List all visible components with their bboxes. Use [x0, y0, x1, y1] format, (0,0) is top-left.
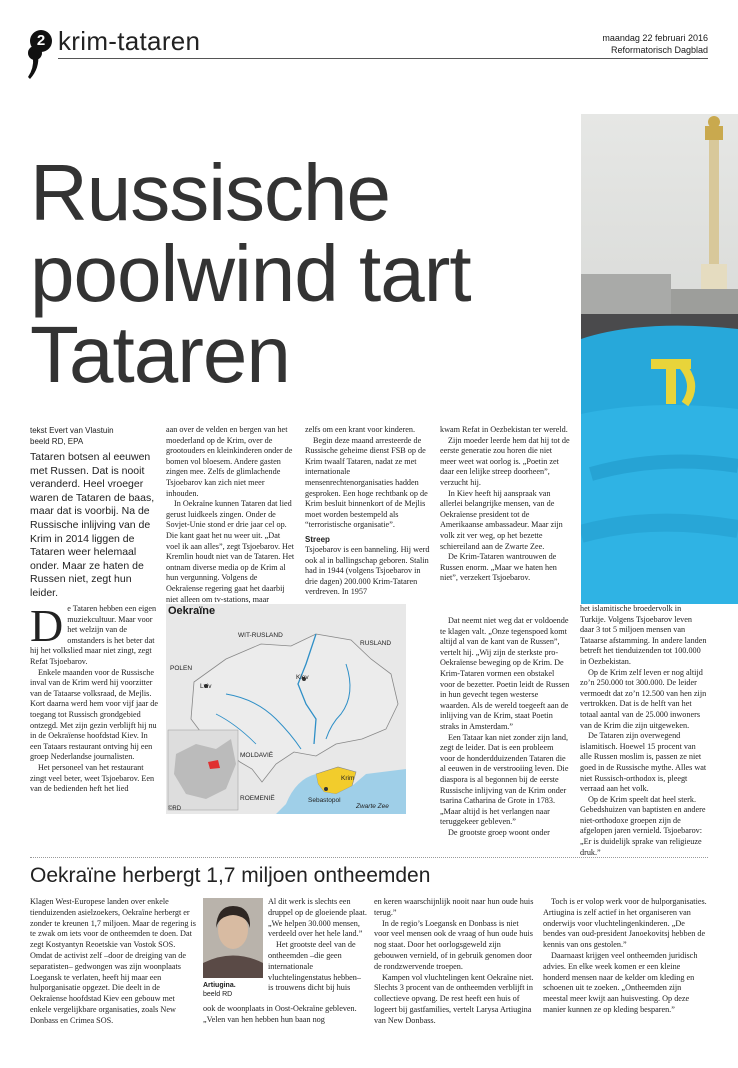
- header-rule: [58, 58, 708, 59]
- headline-line: poolwind tart: [30, 229, 471, 318]
- article-column-2: [166, 425, 296, 605]
- headline-line: Russische: [30, 148, 391, 237]
- paragraph: Het personeel van het restaurant zingt veel beter, weet Tsjoebarov. Een van de bedienden heft het lied: [30, 762, 155, 794]
- photo-caption: [203, 981, 236, 999]
- paragraph: Op de Krim speelt dat heel sterk. Gebedshuizen van baptisten en andere niet-orthodoxe groepen zijn de afgelopen jaren vernield. Tsjoebarov: „Er is duidelijk sprake van religieuze druk.”: [580, 794, 706, 857]
- paragraph: zelfs om een krant voor kinderen.: [305, 425, 416, 434]
- paragraph: De Krim-Tataren wantrouwen de Russen enorm. „Maar we haten hen niet”, verzekert Tsjoebarov.: [440, 552, 557, 583]
- article-column-3: [305, 425, 433, 598]
- paragraph: ook de woonplaats in Oost-Oekraïne gebleven. „Velen van hen hebben hun baan nog: [203, 1004, 357, 1024]
- paragraph: kwam Refat in Oezbekistan ter wereld.: [440, 425, 568, 434]
- article-column-5: [580, 604, 708, 858]
- paragraph: Enkele maanden voor de Russische inval van de Krim werd hij voorzitter van de Tataarse volksraad, de Mejlis. Kort daarna werd hem voor vijf jaar de toegang tot Russisch grondgebied ontzegd. Met zijn gezin verblijft hij nu in de Oekraïense hoofdstad Kiev. In een Tataars restaurant ontving hij een groep Nederlandse journalisten.: [30, 667, 158, 762]
- article2-column-3: [374, 897, 534, 1027]
- paragraph: aan over de velden en bergen van het moederland op de Krim, over de grootouders en kleinkinderen onder de bomen vol bloesem. Andere gasten zingen mee. Zelfs de glimlachende Tsjoebarov kan zich niet meer inhouden.: [166, 425, 293, 498]
- map-label: ROEMENIË: [240, 795, 275, 802]
- paragraph: De Tataren zijn overwegend islamitisch. Hoewel 15 procent van alle Russen moslim is, passen ze niet goed in de Russische mythe. Alles wat niet Russisch-orthodox is, pleegt verraad aan het volk.: [580, 731, 707, 794]
- intro-text: Tataren botsen al eeuwen met Russen. Dat is nooit veranderd. Heel vroeger waren de Tataren de baas, maar dat is voorbij. Na de Russische inlijving van de Krim in 2014 liggen de Tataren weer helemaal onder. Maar ze haten de Russen niet, zegt hun leider.: [30, 451, 155, 599]
- article2-column-2: [268, 897, 368, 994]
- headline: [30, 148, 590, 399]
- byline: [30, 425, 114, 447]
- article2-column-4: [543, 897, 708, 1016]
- paragraph: Al dit werk is slechts een druppel op de gloeiende plaat. „We helpen 30.000 mensen, verdeeld over het hele land.”: [268, 897, 367, 939]
- paragraph: Een Tataar kan niet zonder zijn land, zegt de leider. Dat is een probleem voor de honderdduizenden Tataren die al eeuwen in de verstrooiing leven. Die diaspora is al begonnen bij de eerste Russische inlijving van de Krim onder tsarina Catharina de Grote in 1783. „Maar altijd is het verlangen naar teruggekeer gebleven.”: [440, 732, 569, 827]
- caption-credit: beeld RD: [203, 991, 233, 998]
- paragraph: Tsjoebarov is een banneling. Hij werd ook al in ballingschap geboren. Stalin had in 1944 (volgens Tsjoebarov in drie dagen) 200.000 Krim-Tataren verdreven. In 1957: [305, 544, 430, 597]
- map-label: WIT-RUSLAND: [238, 632, 283, 639]
- paragraph: Zijn moeder leerde hem dat hij tot de eerste generatie zou horen die niet meer weet wat oorlog is. „Poetin zet daar een lelijke streep doorheen”, verzucht hij.: [440, 435, 570, 487]
- paragraph: Het grootste deel van de ontheemden –die geen internationale vluchtelingenstatus hebben– is trouwens dicht bij huis: [268, 940, 361, 993]
- date: maandag 22 februari 2016: [602, 33, 708, 43]
- article2-headline: Oekraïne herbergt 1,7 miljoen ontheemden: [30, 864, 431, 887]
- page-number: 2: [30, 30, 52, 52]
- byline-author: tekst Evert van Vlastuin: [30, 426, 114, 435]
- caption-name: Artiugina.: [203, 982, 236, 989]
- map-label: Sebastopol: [308, 797, 341, 804]
- map-title: Oekraïne: [168, 605, 216, 617]
- article-column-3b: [440, 616, 570, 838]
- paragraph: Klagen West-Europese landen over enkele tienduizenden asielzoekers, Oekraïne herbergt er zonder te kreunen 1,7 miljoen. Maar de regering is te zwak om iets voor de ontheemden te doen. Dat zegt Kostyantyn Reoetskie van Vostok SOS. Omdat de activist zelf –door de dreiging van de separatisten– gedwongen was zijn woonplaats Loegansk te verlaten, heeft hij maar een hulporganisatie opgezet. Die deelt in de Oekraïense hoofdstad Kiev een gebouw met enkele vergelijkbare organisaties, zoals New Donbass en Crimea SOS.: [30, 897, 196, 1025]
- paragraph: Daarnaast krijgen veel ontheemden juridisch advies. En elke week komen er een kleine honderd mensen naar de kelder om kleding en schoenen uit te zoeken. „Ontheemden zijn meestal meer kwijt aan huisvesting. Op deze manier kunnen ze op kleding besparen.”: [543, 950, 698, 1014]
- section-title: krim-tataren: [58, 26, 201, 56]
- paragraph: Kampen vol vluchtelingen kent Oekraïne niet. Slechts 3 procent van de ontheemden verblijft in collectieve opvang. De rest heeft een huis of logeert bij gastfamilies, vertelt Larysa Artiugina van New Donbass.: [374, 972, 534, 1025]
- paragraph: het islamitische broedervolk in Turkije. Volgens Tsjoebarov leven daar 3 tot 5 miljoen mensen van Tataarse afstamming. In andere landen betreft het tienduizenden tot 100.000 in Oezbekistan.: [580, 604, 707, 666]
- section-divider: [30, 857, 708, 858]
- map-label: RUSLAND: [360, 640, 392, 647]
- ukraine-map: [166, 604, 406, 814]
- paragraph: Op de Krim zelf leven er nog altijd zo’n 250.000 tot 300.000. De leider vermoedt dat zo’n 12.500 van hen zijn vertrokken. Dat is de helft van het totaal aantal van de 25.000 inwoners van de Krim die zijn uitgeweken.: [580, 667, 707, 730]
- portrait-photo: [203, 898, 263, 978]
- map-label: Krim: [341, 775, 355, 782]
- paragraph: In de regio’s Loegansk en Donbass is niet voor veel mensen ook de vraag of hun oude huis nog staat. Door het oorlogsgeweld zijn gebouwen vernield, of in gebruik genomen door de rondzwervende troepen.: [374, 918, 533, 971]
- dateline: [602, 32, 708, 56]
- paragraph: Dat neemt niet weg dat er voldoende te klagen valt. „Onze tegenspoed komt altijd al van de kant van de Russen”, vertelt hij. „Wij zijn de sterkste pro-Oekraïense beweging op de Krim. De Krim-Tataren vormen een obstakel voor de bezetter. Poetin leidt de Russen in hun gevecht tegen westerse waarden. Als de wereld toegeeft aan de inlijving van de Krim, staat Poetin straks in Amsterdam.”: [440, 616, 570, 731]
- paragraph: In Oekraïne kunnen Tataren dat lied gerust luidkeels zingen. Onder de Sovjet-Unie stond er drie jaar cel op. Die kant gaat het nu weer uit. „Dat voel ik aan alles”, zegt Tsjoebarov. Het Kremlin houdt niet van de Tataren. Het ontnam diverse media op de Krim al hun vergunning. Volgens de Oekraïense regering gaat het daarbij niet alleen om tv-stations, maar: [166, 499, 295, 604]
- headline-line: Tataren: [30, 310, 290, 399]
- article-column-4: [440, 425, 570, 584]
- map-label: POLEN: [170, 665, 193, 672]
- comma-logo-icon: [28, 46, 42, 80]
- paragraph: en keren waarschijnlijk nooit naar hun oude huis terug.”: [374, 897, 534, 917]
- paragraph: Toch is er volop werk voor de hulporganisaties. Artiugina is zelf actief in het organiseren van onderwijs voor vluchtelingenkinderen. „De bendes van oud-president Janoekovitsj hebben de kennis van ons gestolen.”: [543, 897, 707, 950]
- paragraph: De grootste groep woont onder: [448, 827, 550, 837]
- map-credit: ©RD: [168, 806, 182, 812]
- main-photo: [581, 114, 738, 604]
- paragraph: In Kiev heeft hij aanspraak van allerlei belangrijke mensen, van de Oekraïense president tot de Amerikaanse ambassadeur. Maar zijn volk zit ver weg, op het bezette schiereiland aan de Zwarte Zee.: [440, 488, 563, 551]
- article2-column-1: [30, 897, 196, 1027]
- map-label: Zwarte Zee: [356, 803, 389, 810]
- drop-cap: D: [30, 600, 64, 651]
- map-label: MOLDAVIË: [240, 752, 274, 759]
- paragraph: e Tataren hebben een eigen muziekcultuur. Maar voor het welzijn van de omstanders is het beter dat hij het volkslied maar niet zingt, zegt Refat Tsjoebarov.: [30, 604, 157, 666]
- subhead: Streep: [305, 534, 330, 544]
- article-column-1: [30, 600, 158, 795]
- paper-name: Reformatorisch Dagblad: [610, 45, 708, 55]
- byline-photo: beeld RD, EPA: [30, 437, 84, 446]
- map-label: Lviv: [200, 683, 212, 690]
- paragraph: Begin deze maand arresteerde de Russische geheime dienst FSB op de Krim twaalf Tataren, nadat ze met internationale mensenrechtenorganisaties hadden gesproken. Een hoge rechtbank op de Krim besluit binnenkort of de Mejlis moet worden bestempeld als “terroristische organisatie”.: [305, 435, 428, 530]
- map-label: Kiev: [296, 674, 309, 681]
- article2-column-2b: [203, 1004, 369, 1026]
